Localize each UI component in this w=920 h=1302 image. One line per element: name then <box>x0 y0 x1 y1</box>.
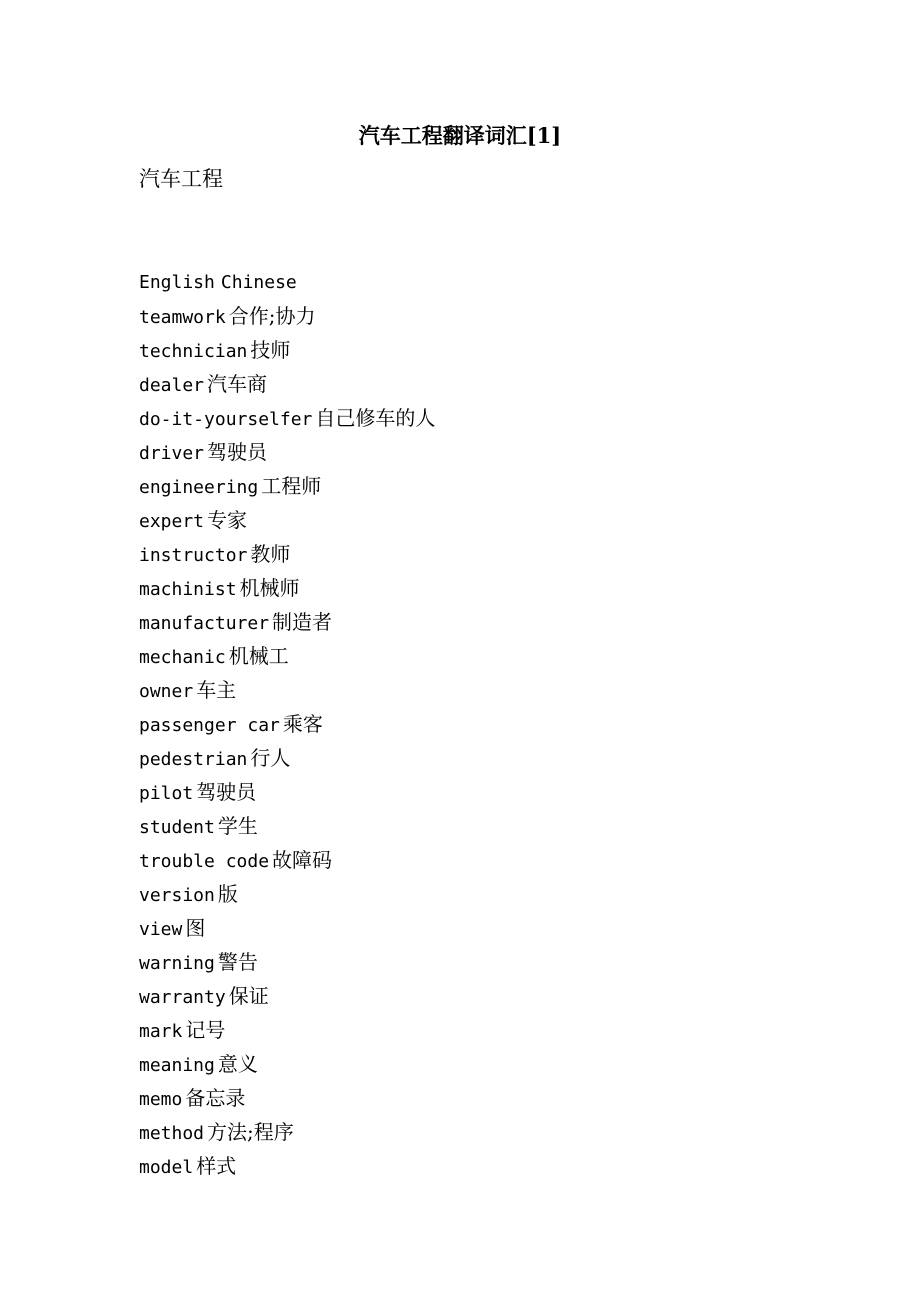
document-title: 汽车工程翻译词汇[1] <box>358 123 562 148</box>
vocab-chinese: 图 <box>185 916 206 940</box>
vocab-english: teamwork <box>139 307 226 328</box>
vocab-english: English <box>139 272 215 293</box>
vocab-chinese: 乘客 <box>282 712 323 736</box>
vocab-english: version <box>139 885 215 906</box>
vocab-english: mark <box>139 1021 183 1042</box>
vocab-english: technician <box>139 341 248 362</box>
vocab-chinese: 保证 <box>228 984 269 1008</box>
vocab-english: pedestrian <box>139 749 248 770</box>
vocab-row <box>139 777 435 811</box>
vocab-row <box>139 335 435 369</box>
vocab-english: method <box>139 1123 205 1144</box>
vocab-chinese: 警告 <box>217 950 258 974</box>
vocab-english: student <box>139 817 215 838</box>
vocab-chinese: 版 <box>217 882 238 906</box>
vocab-row <box>139 471 435 505</box>
vocab-english: memo <box>139 1089 183 1110</box>
vocab-chinese: 自己修车的人 <box>315 406 436 430</box>
vocab-english: meaning <box>139 1055 215 1076</box>
vocab-row <box>139 981 435 1015</box>
vocab-row <box>139 743 435 777</box>
vocab-english: mechanic <box>139 647 226 668</box>
vocab-row <box>139 879 435 913</box>
vocab-row <box>139 675 435 709</box>
vocab-row <box>139 369 435 403</box>
vocab-row <box>139 539 435 573</box>
vocab-english: do-it-yourselfer <box>139 409 313 430</box>
vocab-row <box>139 1049 435 1083</box>
vocab-english: expert <box>139 511 205 532</box>
vocab-chinese: 故障码 <box>272 848 333 872</box>
vocab-english: pilot <box>139 783 194 804</box>
vocab-chinese: 制造者 <box>272 610 333 634</box>
vocab-row <box>139 607 435 641</box>
vocab-row <box>139 573 435 607</box>
vocab-chinese: 专家 <box>207 508 248 532</box>
vocab-chinese: 合作;协力 <box>228 304 316 328</box>
vocab-chinese: 机械师 <box>239 576 300 600</box>
vocab-row <box>139 1083 435 1117</box>
vocab-chinese: 驾驶员 <box>207 440 268 464</box>
vocab-chinese: 样式 <box>196 1154 237 1178</box>
vocab-english: dealer <box>139 375 205 396</box>
vocab-row <box>139 913 435 947</box>
vocab-english: owner <box>139 681 194 702</box>
vocab-english: warning <box>139 953 215 974</box>
vocab-chinese: 行人 <box>250 746 291 770</box>
vocab-english: instructor <box>139 545 248 566</box>
vocab-chinese: 方法;程序 <box>207 1120 294 1144</box>
vocab-row <box>139 1151 435 1185</box>
vocab-english: driver <box>139 443 205 464</box>
vocab-chinese: 工程师 <box>261 474 322 498</box>
vocab-row <box>139 1117 435 1151</box>
vocab-chinese: 备忘录 <box>185 1086 246 1110</box>
vocab-chinese: 车主 <box>196 678 237 702</box>
vocab-row <box>139 641 435 675</box>
vocab-english: model <box>139 1157 194 1178</box>
vocab-row <box>139 811 435 845</box>
vocab-chinese: 教师 <box>250 542 291 566</box>
vocab-chinese: 记号 <box>185 1018 226 1042</box>
vocab-english: trouble code <box>139 851 270 872</box>
vocab-english: passenger car <box>139 715 280 736</box>
vocab-row <box>139 505 435 539</box>
document-subtitle: 汽车工程 <box>139 167 223 191</box>
vocab-row <box>139 1015 435 1049</box>
vocab-english: engineering <box>139 477 259 498</box>
vocab-english: view <box>139 919 183 940</box>
vocab-row <box>139 709 435 743</box>
vocab-english: manufacturer <box>139 613 270 634</box>
vocab-chinese: 意义 <box>217 1052 258 1076</box>
vocab-english: machinist <box>139 579 237 600</box>
vocab-chinese: 驾驶员 <box>196 780 257 804</box>
vocab-chinese: 学生 <box>217 814 258 838</box>
vocab-row <box>139 437 435 471</box>
vocab-chinese: 机械工 <box>228 644 289 668</box>
vocab-row <box>139 845 435 879</box>
vocab-chinese: 技师 <box>250 338 291 362</box>
vocab-row-header <box>139 267 435 301</box>
vocab-row <box>139 947 435 981</box>
vocab-english: warranty <box>139 987 226 1008</box>
vocabulary-list <box>139 267 435 1185</box>
vocab-chinese: Chinese <box>220 272 297 293</box>
vocab-chinese: 汽车商 <box>207 372 268 396</box>
vocab-row <box>139 301 435 335</box>
vocab-row <box>139 403 435 437</box>
